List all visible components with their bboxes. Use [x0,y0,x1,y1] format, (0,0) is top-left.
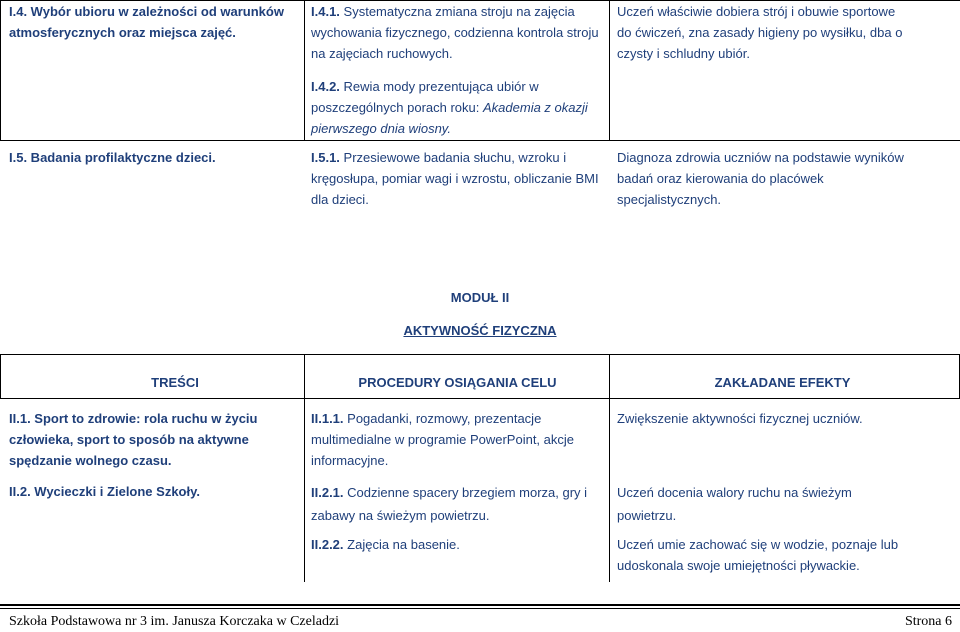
effect-ii2-b: Uczeń umie zachować się w wodzie, poznaje lub udoskonala swoje umiejętności pływackie. [617,537,899,573]
effect-ii1: Zwiększenie aktywności fizycznej uczniów. [617,411,863,426]
procedure-text: Systematyczna zmiana stroju na zajęcia wychowania fizycznego, codzienna kontrola stroju na zajęciach ruchowych. [311,4,599,61]
table2-border-top [0,354,960,355]
procedure-code: II.1.1. [311,411,344,426]
procedure-code: II.2.2. [311,537,344,552]
procedure-text: Przesiewowe badania słuchu, wzroku i kręgosłupa, pomiar wagi i wzrostu, obliczanie BMI dla dzieci. [311,150,599,207]
footer-page-number: Strona 6 [904,614,952,629]
procedure-code: I.4.2. [311,79,340,94]
effect-i5: Diagnoza zdrowia uczniów na podstawie wyników badań oraz kierowania do placówek specjalistycznych. [617,150,904,207]
topic-i5: I.5. Badania profilaktyczne dzieci. [9,150,216,165]
procedure-code: II.2.1. [311,485,344,500]
header-efekty: ZAKŁADANE EFEKTY [714,375,851,390]
procedure-i4-2 [311,76,601,139]
procedure-ii2-2 [311,534,601,555]
header-procedury: PROCEDURY OSIĄGANIA CELU [358,375,557,390]
procedure-i4-1 [311,1,601,64]
table2-left-border [0,354,1,398]
procedure-text: Pogadanki, rozmowy, prezentacje multimedialne w programie PowerPoint, akcje informacyjne. [311,411,575,468]
procedure-text: Rewia mody prezentująca ubiór w poszczególnych porach roku: [311,79,539,115]
module-title: MODUŁ II [450,290,510,305]
table2-body-col-divider-2 [609,398,610,582]
effect-i4: Uczeń właściwie dobiera strój i obuwie sportowe do ćwiczeń, zna zasady higieny po wysiłku, dba o czysty i schludny ubiór. [617,4,903,61]
topic-ii1: II.1. Sport to zdrowie: rola ruchu w życiu człowieka, sport to sposób na aktywne spędzanie wolnego czasu. [9,411,258,468]
top-table-left-border [0,0,1,140]
procedure-i5-1 [311,147,601,210]
procedure-ii1-1 [311,408,601,471]
procedure-text: Zajęcia na basenie. [347,537,460,552]
effect-ii2-a: Uczeń docenia walory ruchu na świeżym powietrzu. [617,485,852,523]
top-table-row-divider [0,140,960,141]
footer-rule-thick [0,604,960,606]
procedure-code: I.5.1. [311,150,340,165]
procedure-text-italic: Akademia z okazji pierwszego dnia wiosny. [311,100,588,136]
table2-body-col-divider-1 [304,398,305,582]
footer-school-name: Szkoła Podstawowa nr 3 im. Janusza Korczaka w Czeladzi [9,614,340,629]
topic-i4: I.4. Wybór ubioru w zależności od warunków atmosferycznych oraz miejsca zajęć. [9,4,284,40]
procedure-ii2-1 [311,481,601,527]
header-tresci: TREŚCI [151,375,199,390]
procedure-text: Codzienne spacery brzegiem morza, gry i zabawy na świeżym powietrzu. [311,485,588,523]
module-subtitle: AKTYWNOŚĆ FIZYCZNA [403,323,557,338]
topic-ii2: II.2. Wycieczki i Zielone Szkoły. [9,484,200,499]
table2-header-bottom [0,398,960,399]
procedure-code: I.4.1. [311,4,340,19]
top-table-col-divider-2 [609,0,610,140]
top-table-col-divider-1 [304,0,305,140]
footer-rule-thin [0,608,960,609]
